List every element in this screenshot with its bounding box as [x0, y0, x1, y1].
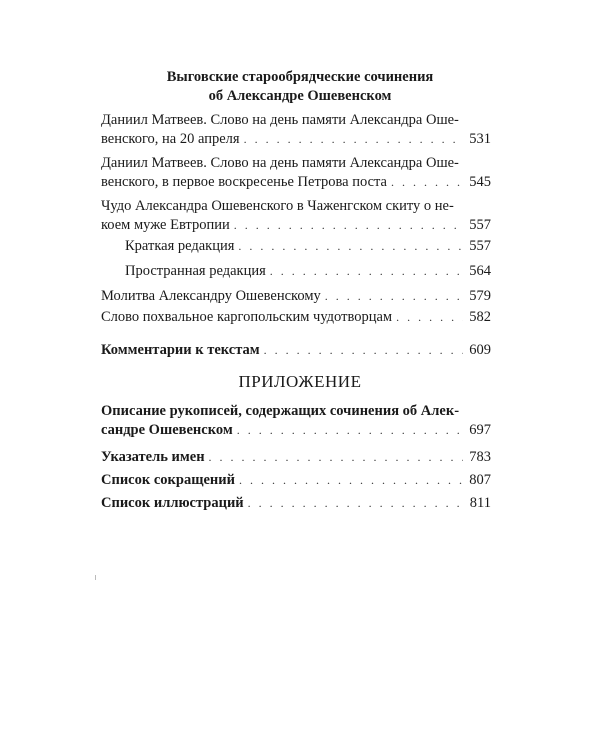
dot-leader: [244, 130, 463, 149]
toc-entry-title-end: Указатель имен: [101, 449, 205, 465]
toc-entry-page: 579: [469, 288, 491, 304]
toc-entry-title-end: Комментарии к текстам: [101, 342, 260, 358]
toc-entry-title-line: Описание рукописей, содержащих сочинения об Алек-: [101, 403, 460, 419]
toc-entry-title-line: Даниил Матвеев. Слово на день памяти Александра Оше-: [101, 112, 459, 128]
toc-entry-title-end: венского, на 20 апреля: [101, 131, 240, 147]
toc-appendix-entry[interactable]: [101, 402, 491, 440]
toc-subentry[interactable]: [125, 262, 491, 281]
toc-appendix-entry[interactable]: [101, 448, 491, 467]
dot-leader: [209, 448, 463, 467]
toc-entry-page: 557: [469, 217, 491, 233]
toc-entry-page: 609: [469, 342, 491, 358]
scan-artifact: [95, 575, 96, 580]
section-heading-line2: об Александре Ошевенском: [208, 88, 392, 104]
toc-entry-title-end: Список иллюстраций: [101, 495, 244, 511]
toc-entry-page: 783: [469, 449, 491, 465]
dot-leader: [325, 287, 463, 306]
dot-leader: [237, 421, 463, 440]
toc-entry-page: 531: [469, 131, 491, 147]
toc-entry-title-end: венского, в первое воскресенье Петрова поста: [101, 174, 387, 190]
toc-appendix-entry[interactable]: [101, 494, 491, 513]
toc-entry-page: 557: [469, 238, 491, 254]
toc-entry[interactable]: [101, 308, 491, 327]
dot-leader: [234, 216, 463, 235]
toc-entry[interactable]: [101, 154, 491, 192]
dot-leader: [270, 262, 463, 281]
dot-leader: [238, 237, 463, 256]
toc-entry-page: 564: [469, 263, 491, 279]
toc-entry-page: 811: [469, 495, 491, 511]
appendix-heading: ПРИЛОЖЕНИЕ: [238, 372, 362, 391]
toc-entry-title-end: Молитва Александру Ошевенскому: [101, 288, 321, 304]
toc-entry[interactable]: [101, 197, 491, 235]
toc-entry-title-end: Краткая редакция: [125, 238, 235, 254]
toc-appendix-entry[interactable]: [101, 471, 491, 490]
dot-leader: [396, 308, 463, 327]
toc-entry-page: 807: [469, 472, 491, 488]
dot-leader: [264, 341, 463, 360]
toc-entry-title-end: Слово похвальное каргопольским чудотворцам: [101, 309, 393, 325]
toc-entry-title-end: Пространная редакция: [125, 263, 266, 279]
toc-entry-title-end: сандре Ошевенском: [101, 422, 233, 438]
toc-entry-title-line: Чудо Александра Ошевенского в Чаженгском скиту о не-: [101, 198, 454, 214]
toc-entry-title-end: Список сокращений: [101, 472, 235, 488]
toc-entry-title-end: коем муже Евтропии: [101, 217, 230, 233]
section-heading-line1: Выговские старообрядческие сочинения: [166, 69, 434, 85]
toc-entry-commentary[interactable]: [101, 341, 491, 360]
toc-entry-page: 545: [469, 174, 491, 190]
section-heading: [0, 68, 600, 106]
toc-entry[interactable]: [101, 111, 491, 149]
toc-entry-title-line: Даниил Матвеев. Слово на день памяти Александра Оше-: [101, 155, 459, 171]
toc-entry-page: 697: [469, 422, 491, 438]
toc-subentry[interactable]: [125, 237, 491, 256]
dot-leader: [391, 173, 463, 192]
toc-entry[interactable]: [101, 287, 491, 306]
dot-leader: [248, 494, 463, 513]
toc-entry-page: 582: [469, 309, 491, 325]
dot-leader: [239, 471, 463, 490]
